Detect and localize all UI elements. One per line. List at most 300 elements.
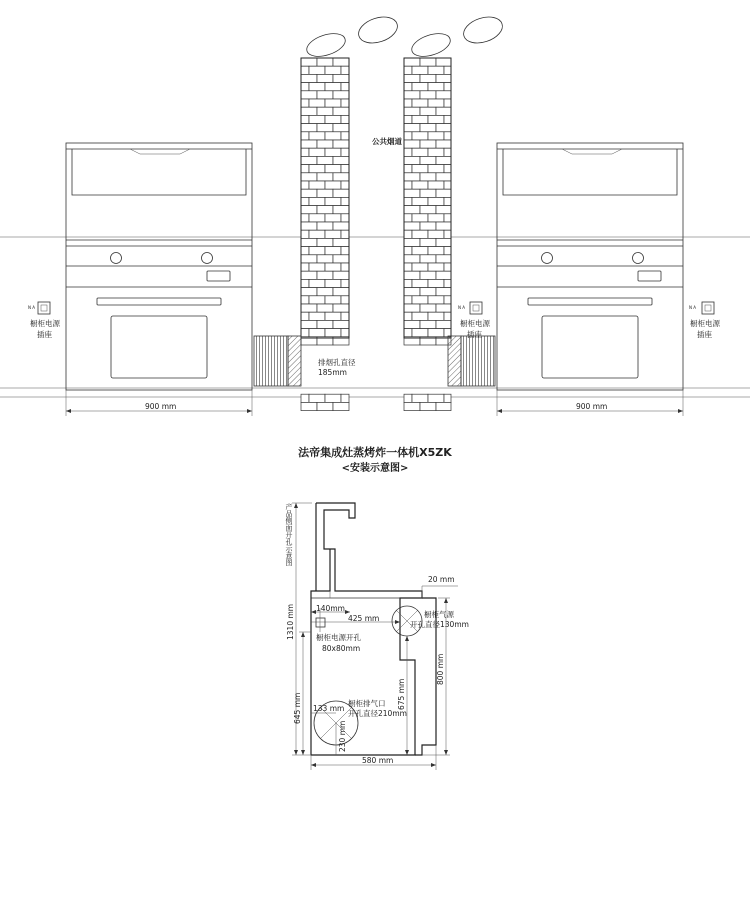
gas-hole-label-1: 橱柜气源 <box>424 610 454 619</box>
brick <box>309 165 325 173</box>
brick <box>436 140 451 148</box>
socket-icon <box>38 302 50 314</box>
power-hole-label-2: 80x80mm <box>322 644 361 653</box>
brick <box>428 230 444 238</box>
brick <box>301 247 309 255</box>
brick <box>404 279 412 287</box>
brick <box>317 206 333 214</box>
chimney-right <box>404 58 451 411</box>
brick <box>404 156 420 164</box>
brick <box>420 238 436 246</box>
brick <box>325 132 341 140</box>
brick <box>333 320 349 328</box>
socket-badge: N A <box>689 305 696 310</box>
brick <box>341 247 349 255</box>
brick <box>309 312 325 320</box>
width-left-label: 900 mm <box>145 402 177 411</box>
brick <box>428 263 444 271</box>
brick <box>333 206 349 214</box>
brick <box>301 206 317 214</box>
brick <box>404 148 412 156</box>
brick <box>301 394 309 402</box>
brick <box>309 329 325 337</box>
stove-left <box>66 143 252 390</box>
brick <box>404 165 412 173</box>
brick <box>428 279 444 287</box>
brick <box>404 197 412 205</box>
brick <box>301 181 309 189</box>
brick <box>428 329 444 337</box>
brick <box>444 99 451 107</box>
socket-label-1: 橱柜电源 <box>690 319 720 328</box>
brick <box>341 115 349 123</box>
brick <box>301 271 317 279</box>
brick <box>420 304 436 312</box>
brick <box>333 58 349 66</box>
brick <box>436 58 451 66</box>
dim-1310: 1310 mm <box>286 603 295 640</box>
brick <box>428 99 444 107</box>
brick <box>436 156 451 164</box>
brick <box>309 115 325 123</box>
brick <box>404 263 412 271</box>
brick <box>436 107 451 115</box>
brick <box>333 304 349 312</box>
brick <box>412 394 428 402</box>
brick <box>404 173 420 181</box>
brick <box>317 189 333 197</box>
vent-label-2: 开孔直径210mm <box>348 709 407 718</box>
brick <box>428 214 444 222</box>
brick <box>412 181 428 189</box>
brick <box>301 312 309 320</box>
knob-icon <box>633 253 644 264</box>
brick <box>404 132 412 140</box>
brick <box>325 329 341 337</box>
brick <box>412 279 428 287</box>
brick <box>420 173 436 181</box>
brick <box>309 181 325 189</box>
brick <box>436 206 451 214</box>
brick <box>333 74 349 82</box>
brick <box>341 83 349 91</box>
brick <box>412 132 428 140</box>
brick <box>301 132 309 140</box>
brick <box>333 222 349 230</box>
brick <box>301 99 309 107</box>
brick <box>420 124 436 132</box>
brick <box>333 271 349 279</box>
brick <box>420 402 436 410</box>
brick <box>301 279 309 287</box>
brick <box>436 74 451 82</box>
dim-800: 800 mm <box>436 653 445 685</box>
brick <box>301 83 309 91</box>
brick <box>301 402 317 410</box>
brick <box>428 296 444 304</box>
brick <box>317 320 333 328</box>
brick <box>309 148 325 156</box>
brick <box>404 288 420 296</box>
brick <box>317 156 333 164</box>
oven-window <box>542 316 638 378</box>
brick <box>412 115 428 123</box>
brick <box>325 66 341 74</box>
brick <box>301 263 309 271</box>
brick <box>309 66 325 74</box>
brick <box>412 214 428 222</box>
brick <box>420 74 436 82</box>
brick <box>301 304 317 312</box>
brick <box>428 197 444 205</box>
brick <box>341 214 349 222</box>
brick <box>301 91 317 99</box>
brick <box>404 271 420 279</box>
brick <box>444 263 451 271</box>
brick <box>444 214 451 222</box>
page-title: 法帝集成灶蒸烤炸一体机X5ZK <box>298 446 452 459</box>
brick <box>317 124 333 132</box>
brick <box>333 107 349 115</box>
side-view-diagram <box>285 502 469 770</box>
brick <box>341 132 349 140</box>
brick <box>325 296 341 304</box>
brick <box>325 165 341 173</box>
brick <box>333 140 349 148</box>
brick <box>404 206 420 214</box>
brick <box>325 115 341 123</box>
socket-label-1: 橱柜电源 <box>460 319 490 328</box>
socket-right <box>689 302 720 339</box>
brick <box>428 83 444 91</box>
brick <box>309 132 325 140</box>
gas-hole-label-2: 开孔直径130mm <box>410 620 469 629</box>
brick <box>341 66 349 74</box>
exhaust-duct-right <box>448 336 495 386</box>
brick <box>412 263 428 271</box>
brick <box>301 255 317 263</box>
brick <box>309 99 325 107</box>
socket-middle <box>458 302 490 339</box>
socket-icon <box>470 302 482 314</box>
vent-label-1: 橱柜排气口 <box>348 699 386 708</box>
brick <box>404 238 420 246</box>
brick <box>325 83 341 91</box>
brick <box>420 255 436 263</box>
brick <box>444 279 451 287</box>
brick <box>301 148 309 156</box>
brick <box>436 304 451 312</box>
brick <box>444 115 451 123</box>
brick <box>428 66 444 74</box>
stove-right <box>497 143 683 390</box>
brick <box>341 230 349 238</box>
brick <box>333 238 349 246</box>
brick <box>317 58 333 66</box>
brick <box>333 189 349 197</box>
brick <box>301 66 309 74</box>
brick <box>412 329 428 337</box>
brick <box>301 124 317 132</box>
brick <box>420 189 436 197</box>
brick <box>341 296 349 304</box>
brick <box>309 83 325 91</box>
brick <box>325 247 341 255</box>
brick <box>325 99 341 107</box>
brick <box>301 296 309 304</box>
brick <box>420 58 436 66</box>
brick <box>325 312 341 320</box>
brick <box>428 181 444 189</box>
brick <box>341 197 349 205</box>
brick <box>301 107 317 115</box>
brick <box>341 165 349 173</box>
top-installation-view <box>0 12 750 416</box>
brick <box>412 99 428 107</box>
brick <box>404 247 412 255</box>
brick <box>325 394 341 402</box>
exhaust-hole-label: 排烟孔直径 <box>318 358 356 367</box>
exhaust-hole-value: 185mm <box>318 368 347 377</box>
brick <box>420 288 436 296</box>
brick <box>333 156 349 164</box>
display-icon <box>207 271 230 281</box>
brick <box>436 320 451 328</box>
brick <box>301 320 317 328</box>
knob-icon <box>542 253 553 264</box>
brick <box>404 91 420 99</box>
brick <box>428 115 444 123</box>
brick <box>333 173 349 181</box>
brick <box>317 271 333 279</box>
brick <box>325 263 341 271</box>
brick <box>404 99 412 107</box>
display-icon <box>638 271 661 281</box>
brick <box>436 255 451 263</box>
socket-label-1: 橱柜电源 <box>30 319 60 328</box>
brick <box>301 238 317 246</box>
brick <box>404 222 420 230</box>
brick <box>301 58 317 66</box>
power-hole <box>316 618 325 627</box>
brick <box>404 181 412 189</box>
brick <box>436 288 451 296</box>
page-subtitle: <安装示意图> <box>341 463 409 474</box>
brick <box>317 255 333 263</box>
oven-handle <box>97 298 221 305</box>
brick <box>309 296 325 304</box>
brick <box>309 247 325 255</box>
brick <box>444 165 451 173</box>
brick <box>325 230 341 238</box>
brick <box>404 296 412 304</box>
brick <box>420 156 436 164</box>
brick <box>444 148 451 156</box>
brick <box>333 91 349 99</box>
brick <box>404 394 412 402</box>
brick <box>317 288 333 296</box>
brick <box>301 173 317 181</box>
brick <box>444 83 451 91</box>
brick <box>317 402 333 410</box>
socket-badge: N A <box>28 305 35 310</box>
knob-icon <box>202 253 213 264</box>
brick <box>341 312 349 320</box>
brick <box>317 74 333 82</box>
brick <box>317 173 333 181</box>
brick <box>309 263 325 271</box>
brick <box>301 222 317 230</box>
brick <box>341 329 349 337</box>
brick <box>317 140 333 148</box>
brick <box>412 148 428 156</box>
brick <box>412 296 428 304</box>
knob-icon <box>111 253 122 264</box>
socket-label-2: 插座 <box>697 330 712 339</box>
brick <box>309 214 325 222</box>
dim-645: 645 mm <box>293 692 302 724</box>
brick <box>404 83 412 91</box>
brick <box>412 83 428 91</box>
brick <box>404 140 420 148</box>
brick <box>301 288 317 296</box>
brick <box>404 58 420 66</box>
brick <box>436 173 451 181</box>
brick <box>404 214 412 222</box>
brick <box>309 230 325 238</box>
brick <box>301 230 309 238</box>
brick <box>301 156 317 164</box>
brick <box>404 74 420 82</box>
brick <box>436 124 451 132</box>
brick <box>404 312 412 320</box>
brick <box>420 222 436 230</box>
socket-label-2: 插座 <box>37 330 52 339</box>
brick <box>317 91 333 99</box>
brick <box>325 279 341 287</box>
brick <box>420 320 436 328</box>
brick <box>333 124 349 132</box>
brick <box>436 222 451 230</box>
socket-label-2: 插座 <box>467 330 482 339</box>
brick <box>341 394 349 402</box>
brick <box>436 402 451 410</box>
dim-133: 133 mm <box>313 704 345 713</box>
socket-badge: N A <box>458 305 465 310</box>
brick <box>412 66 428 74</box>
brick <box>436 91 451 99</box>
brick <box>404 230 412 238</box>
brick <box>428 312 444 320</box>
brick <box>444 296 451 304</box>
brick <box>317 222 333 230</box>
brick <box>404 255 420 263</box>
dim-580: 580 mm <box>362 756 394 765</box>
brick <box>404 189 420 197</box>
brick <box>436 271 451 279</box>
brick <box>404 402 420 410</box>
brick <box>436 189 451 197</box>
brick <box>301 140 317 148</box>
brick <box>309 279 325 287</box>
brick <box>444 132 451 140</box>
brick <box>444 312 451 320</box>
brick <box>412 312 428 320</box>
brick <box>341 99 349 107</box>
brick <box>444 230 451 238</box>
brick <box>404 329 412 337</box>
brick <box>341 181 349 189</box>
brick <box>301 189 317 197</box>
brick <box>444 329 451 337</box>
brick <box>301 329 309 337</box>
oven-window <box>111 316 207 378</box>
oven-handle <box>528 298 652 305</box>
brick <box>436 238 451 246</box>
brick <box>420 271 436 279</box>
brick <box>333 402 349 410</box>
brick <box>420 107 436 115</box>
dim-20: 20 mm <box>428 575 455 584</box>
brick <box>420 91 436 99</box>
brick <box>404 124 420 132</box>
brick <box>325 181 341 189</box>
brick <box>412 197 428 205</box>
power-hole-label-1: 橱柜电源开孔 <box>316 633 361 642</box>
cloud-icon <box>409 12 506 60</box>
dim-width-left <box>66 390 252 416</box>
brick <box>325 197 341 205</box>
brick <box>404 304 420 312</box>
width-right-label: 900 mm <box>576 402 608 411</box>
brick <box>317 238 333 246</box>
brick <box>420 140 436 148</box>
brick <box>301 74 317 82</box>
dim-675: 675 mm <box>397 678 406 710</box>
socket-icon <box>702 302 714 314</box>
brick <box>412 165 428 173</box>
dim-425: 425 mm <box>348 614 380 623</box>
brick <box>404 107 420 115</box>
cloud-icon <box>304 12 401 60</box>
brick <box>428 394 444 402</box>
brick <box>444 66 451 74</box>
brick <box>333 255 349 263</box>
brick <box>309 394 325 402</box>
brick <box>444 197 451 205</box>
brick <box>301 197 309 205</box>
brick <box>301 115 309 123</box>
dim-140: 140mm <box>316 604 345 613</box>
brick <box>412 247 428 255</box>
brick <box>420 206 436 214</box>
brick <box>341 148 349 156</box>
brick <box>317 304 333 312</box>
brick <box>404 320 420 328</box>
brick <box>341 263 349 271</box>
brick <box>428 148 444 156</box>
brick <box>333 288 349 296</box>
brick <box>428 165 444 173</box>
brick <box>404 66 412 74</box>
dim-230: 230 mm <box>338 720 347 752</box>
brick <box>444 247 451 255</box>
brick <box>428 132 444 140</box>
brick <box>444 394 451 402</box>
socket-left <box>28 302 60 339</box>
brick <box>301 214 309 222</box>
brick <box>317 107 333 115</box>
